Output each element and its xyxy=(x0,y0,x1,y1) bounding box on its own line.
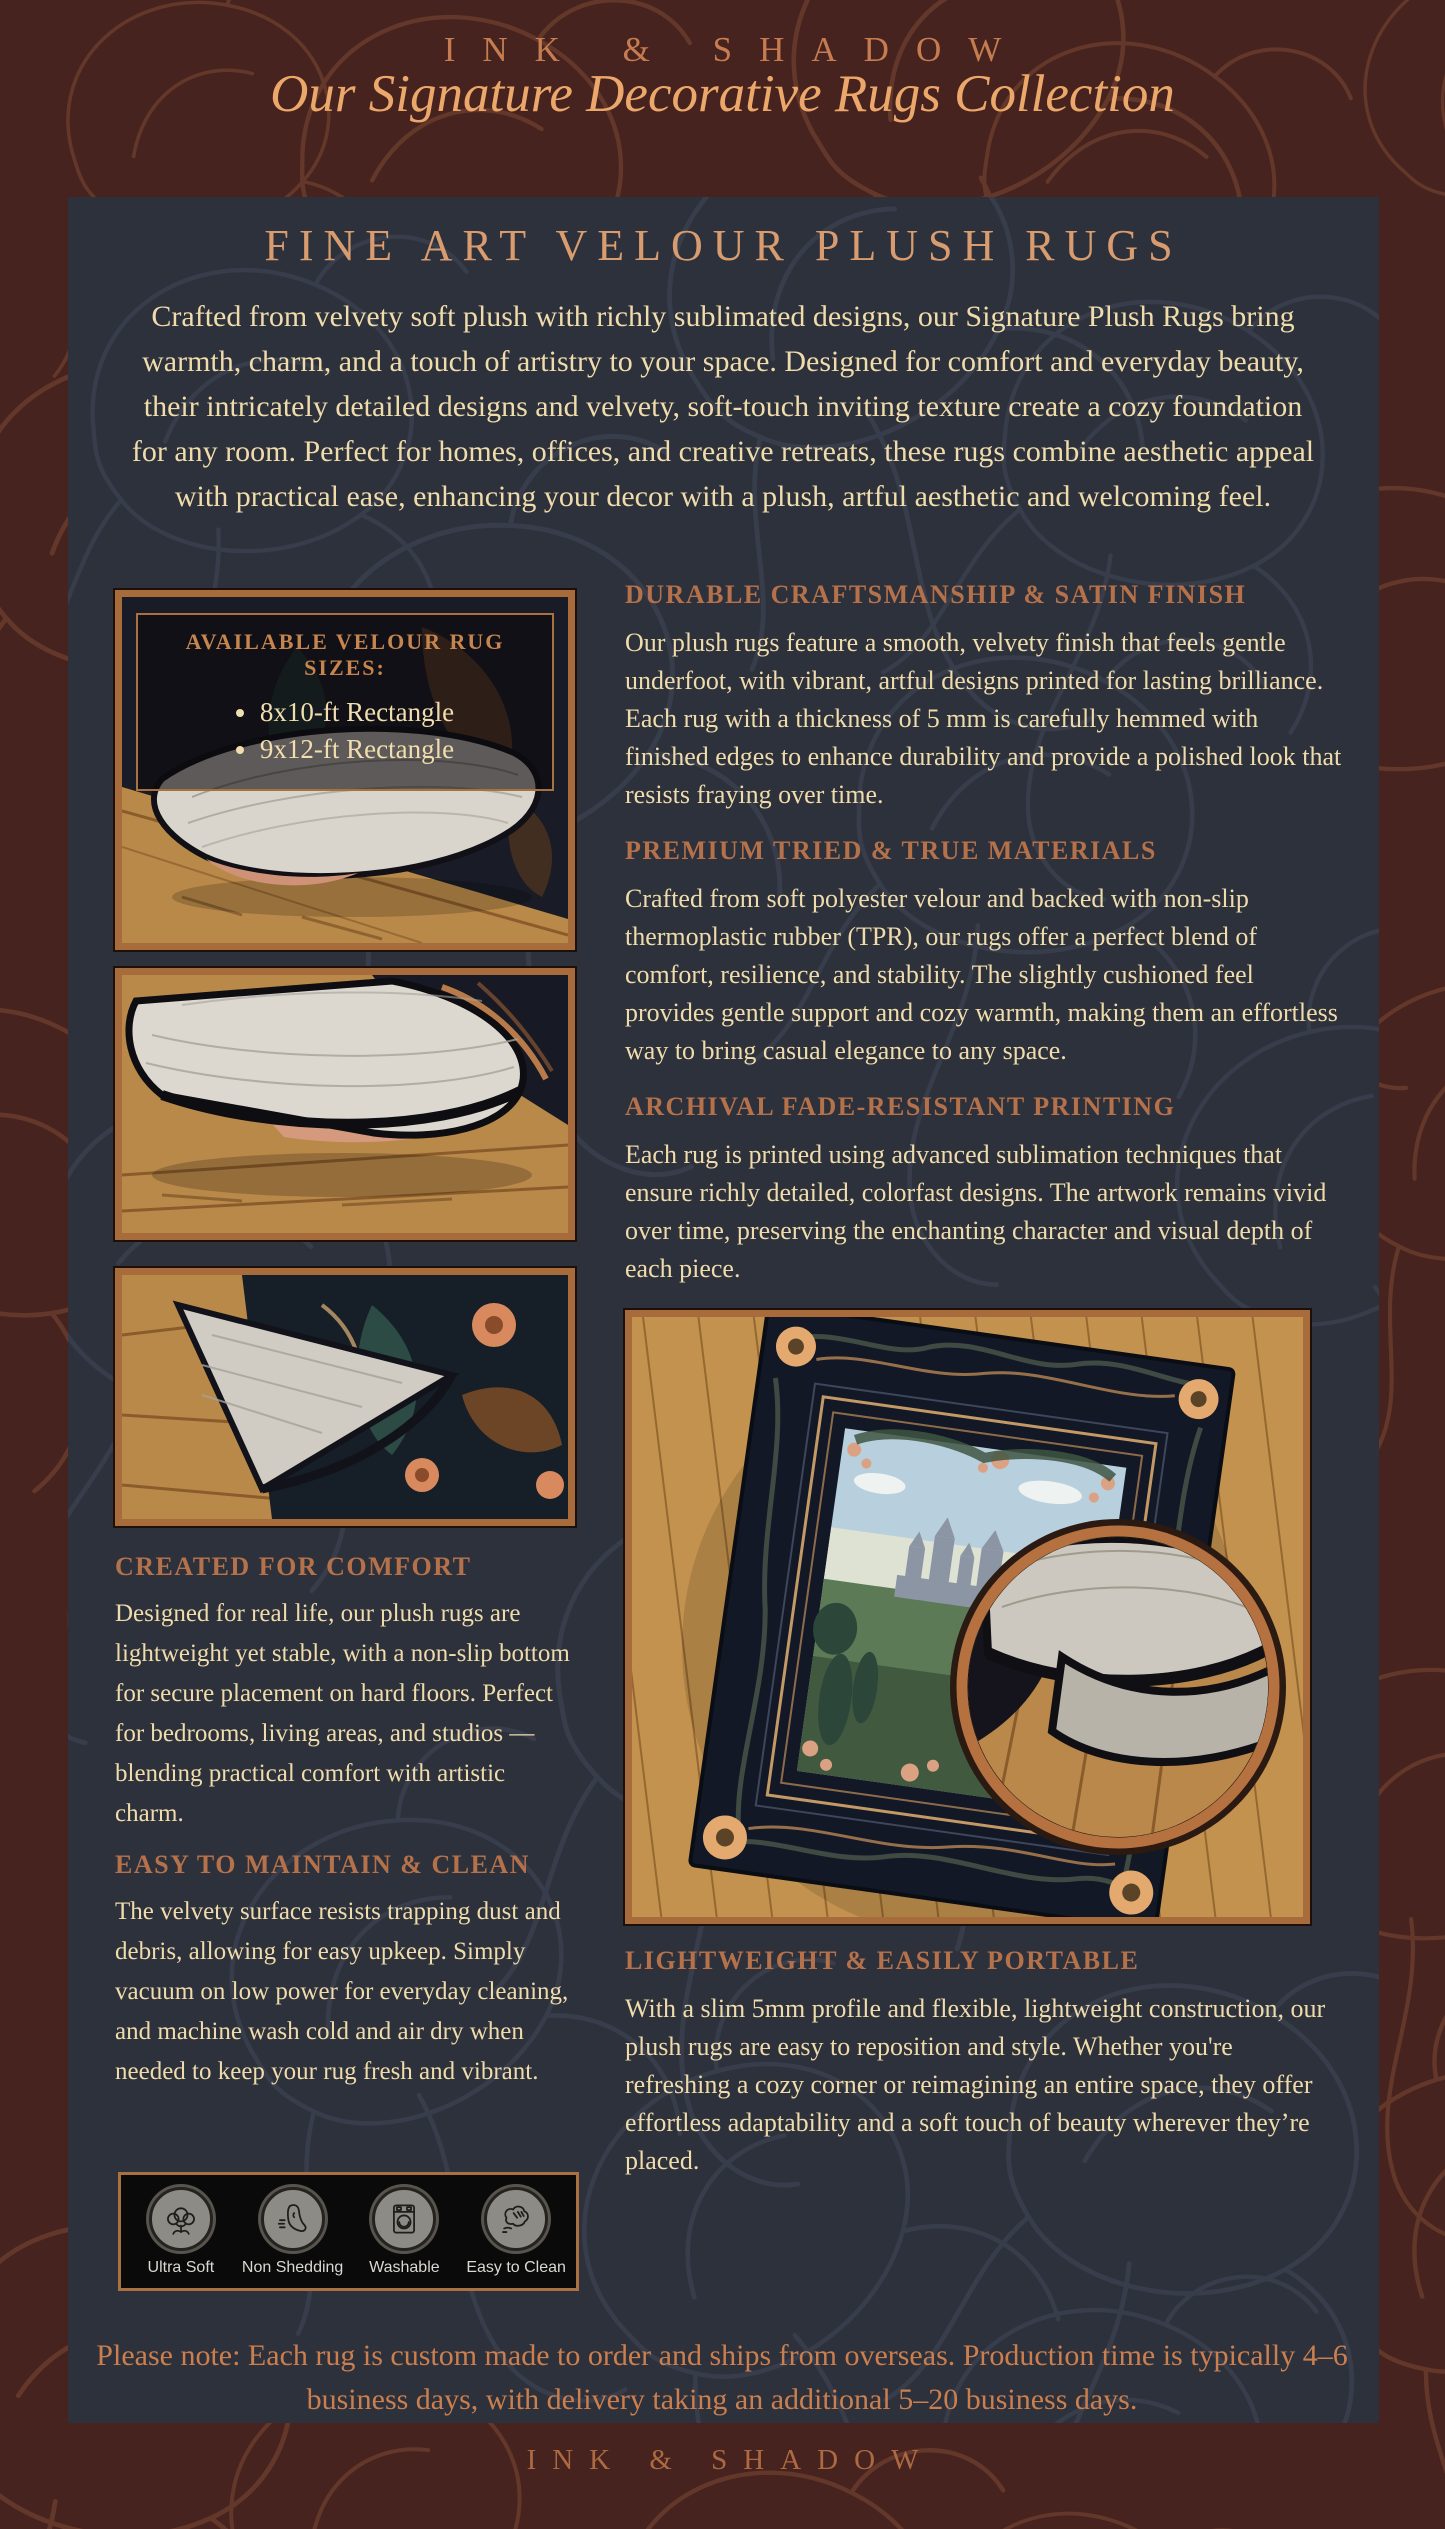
rug-photo-folded-triangle xyxy=(115,1268,575,1526)
badge-label: Non Shedding xyxy=(241,2258,344,2276)
castle-rug-illustration xyxy=(632,1317,1303,1917)
collection-subtitle: Our Signature Decorative Rugs Collection xyxy=(270,65,1175,123)
badge-ultra-soft xyxy=(125,2187,237,2277)
section-body: Crafted from soft polyester velour and backed with non-slip thermoplastic rubber (TPR), our rugs offer a perfect blend of comfort, resilience, and stability. The slightly cushioned feel provides gentle support and cozy warmth, making them an effortless way to bring casual elegance to any space. xyxy=(625,884,1338,1065)
folded-corner-illustration xyxy=(122,1275,568,1519)
feature-badges xyxy=(118,2172,579,2291)
brand-logotype: INK & SHADOW xyxy=(443,30,1029,69)
intro-paragraph: Crafted from velvety soft plush with richly sublimated designs, our Signature Plush Rugs bring warmth, charm, and a touch of artistry to your space. Designed for comfort and everyday beauty, their intricately detailed designs and velvety, soft-touch inviting texture create a cozy foundation for any room. Perfect for homes, offices, and creative retreats, these rugs combine aesthetic appeal with practical ease, enhancing your decor with a plush, artful aesthetic and welcoming feel. xyxy=(131,300,1315,513)
right-text-column xyxy=(625,580,1343,2202)
size-option xyxy=(236,697,454,728)
section-body: The velvety surface resists trapping dust and debris, allowing for easy upkeep. Simply vacuum on low power for everyday cleaning, and machine wash cold and air dry when needed to keep your rug fresh and vibrant. xyxy=(115,1898,569,2085)
section-heading-archival-printing: ARCHIVAL FADE-RESISTANT PRINTING xyxy=(625,1092,1176,1121)
size-option-label: 8x10-ft Rectangle xyxy=(259,697,455,727)
rug-photo-backing-corner xyxy=(115,590,575,950)
rolled-edge-illustration xyxy=(122,975,568,1233)
size-option xyxy=(236,734,454,765)
badge-label: Easy to Clean xyxy=(466,2258,566,2276)
section-heading-easy-to-maintain: EASY TO MAINTAIN & CLEAN xyxy=(115,1850,530,1879)
rug-photo-rolled-edge xyxy=(115,968,575,1240)
badge-washable xyxy=(349,2187,461,2277)
hand-wipe-icon xyxy=(484,2187,548,2251)
left-text-column xyxy=(115,1552,575,2108)
rug-photo-castle-design xyxy=(625,1310,1310,1924)
badge-easy-to-clean xyxy=(460,2187,572,2277)
production-note: Please note: Each rug is custom made to order and ships from overseas. Production time is typically 4–6 business days, with delivery taking an additional 5–20 business days. xyxy=(96,2339,1348,2416)
size-option-label: 9x12-ft Rectangle xyxy=(259,734,455,764)
section-heading-premium-materials: PREMIUM TRIED & TRUE MATERIALS xyxy=(625,836,1157,865)
footer-brand-logotype: INK & SHADOW xyxy=(526,2444,935,2476)
badge-non-shedding xyxy=(237,2187,349,2277)
sizes-box-heading: AVAILABLE VELOUR RUG SIZES: xyxy=(185,629,505,680)
section-body: Designed for real life, our plush rugs are lightweight yet stable, with a non-slip bottom for secure placement on hard floors. Perfect for bedrooms, living areas, and studios — blending practical comfort with artistic charm. xyxy=(115,1600,570,1827)
section-body: Each rug is printed using advanced sublimation techniques that ensure richly detailed, colorfast designs. The artwork remains vivid over time, preserving the enchanting character and visual depth of each piece. xyxy=(625,1140,1327,1283)
section-heading-created-for-comfort: CREATED FOR COMFORT xyxy=(115,1552,472,1581)
foot-icon xyxy=(261,2187,325,2251)
page-title: FINE ART VELOUR PLUSH RUGS xyxy=(264,221,1183,270)
section-body: Our plush rugs feature a smooth, velvety finish that feels gentle underfoot, with vibrant, artful designs printed for lasting brilliance. Each rug with a thickness of 5 mm is carefully hemmed with finished edges to enhance durability and provide a polished look that resists fraying over time. xyxy=(625,628,1342,809)
washing-machine-icon xyxy=(372,2187,436,2251)
sizes-box xyxy=(136,613,554,791)
badge-label: Washable xyxy=(369,2258,440,2276)
cotton-icon xyxy=(149,2187,213,2251)
sizes-list xyxy=(236,697,454,765)
bullet-dot-icon xyxy=(236,746,244,754)
badge-label: Ultra Soft xyxy=(147,2258,215,2276)
bullet-dot-icon xyxy=(236,709,244,717)
section-body: With a slim 5mm profile and flexible, lightweight construction, our plush rugs are easy to reposition and style. Whether you're refreshing a cozy corner or reimagining an entire space, they offer effortless adaptability and a soft touch of beauty wherever they’re placed. xyxy=(625,1994,1326,2175)
section-heading-durable-craftsmanship: DURABLE CRAFTSMANSHIP & SATIN FINISH xyxy=(625,580,1247,609)
section-heading-lightweight-portable: LIGHTWEIGHT & EASILY PORTABLE xyxy=(625,1946,1140,1975)
